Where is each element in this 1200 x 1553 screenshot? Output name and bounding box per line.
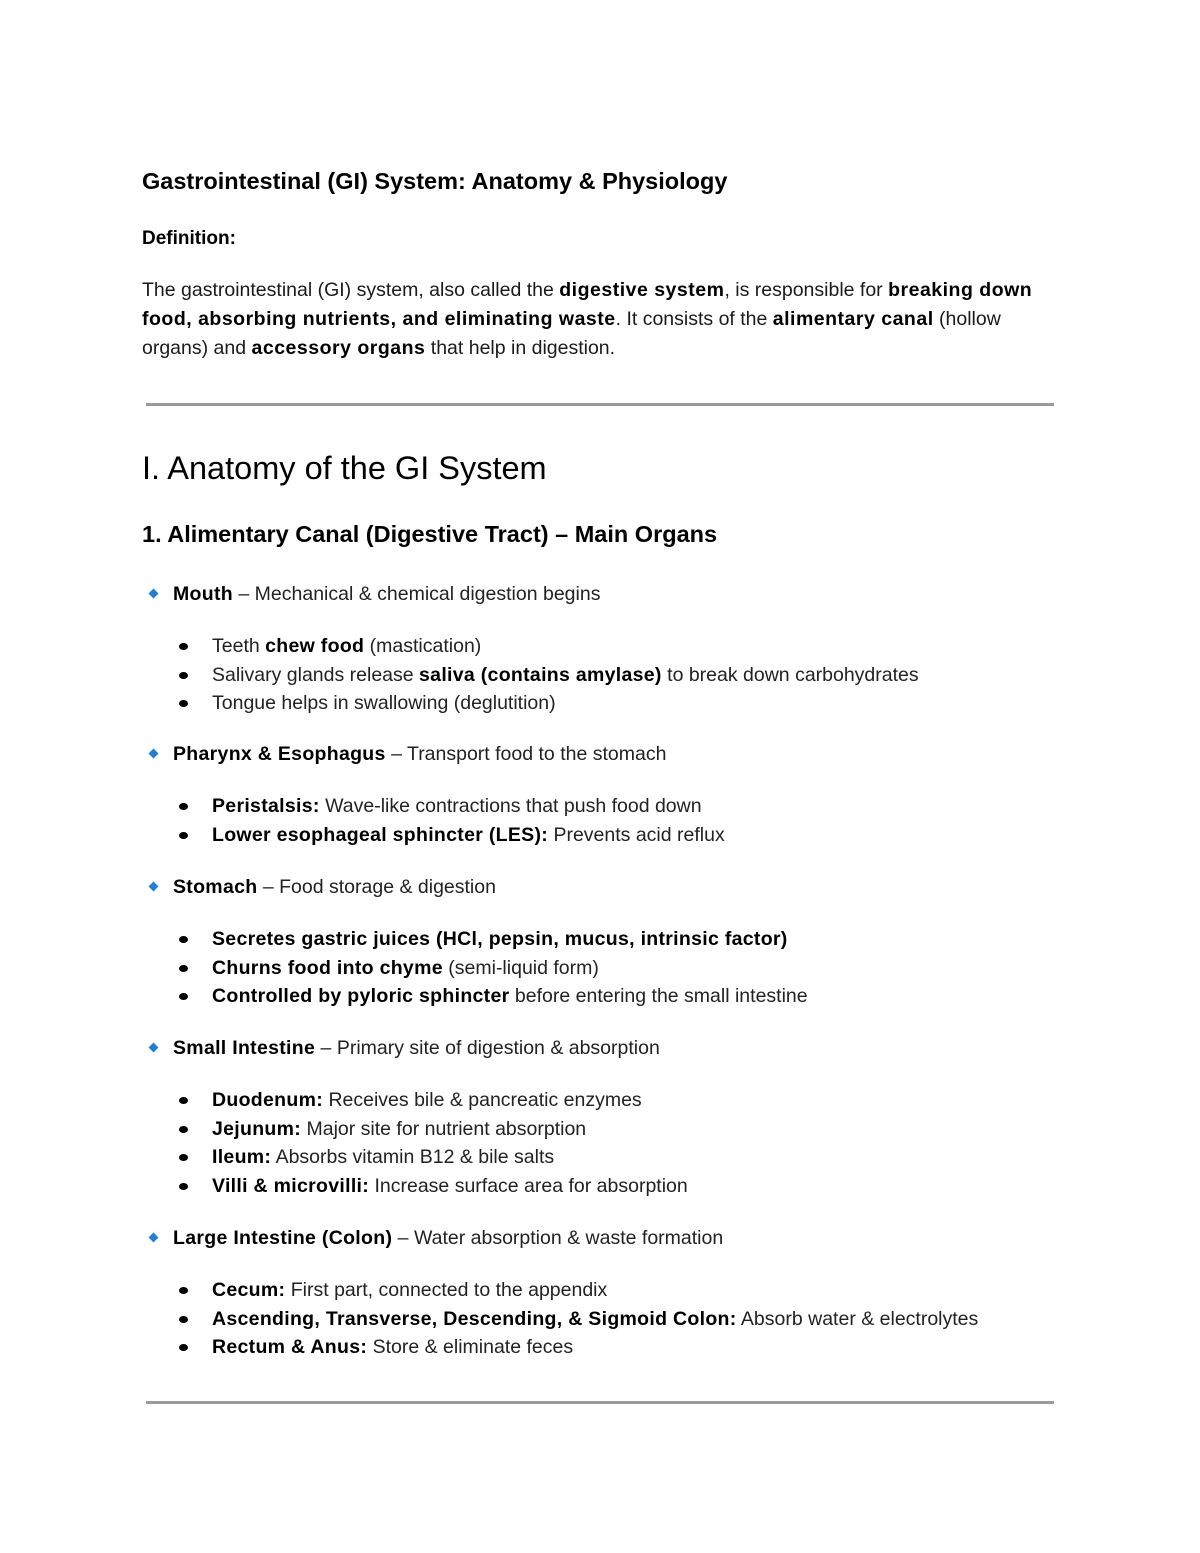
item-text: Absorb water & electrolytes — [736, 1307, 979, 1330]
definition-bold: digestive system — [559, 279, 725, 301]
list-item — [142, 925, 1102, 954]
organ-description: Primary site of digestion & absorption — [336, 1037, 660, 1059]
list-item — [142, 792, 1102, 821]
round-bullet-icon — [179, 672, 188, 679]
definition-bold: accessory organs — [251, 337, 426, 359]
organ-name: Mouth — [173, 583, 233, 605]
list-item — [142, 1305, 1102, 1334]
round-bullet-icon — [179, 803, 188, 810]
round-bullet-icon — [179, 1154, 188, 1161]
organ-name: Large Intestine (Colon) — [173, 1227, 393, 1249]
definition-bold: breaking down food, absorbing nutrients, and eliminating waste — [142, 279, 1033, 330]
item-bold-text: Churns food into chyme — [212, 956, 443, 979]
item-bold-text: Cecum: — [212, 1279, 286, 1301]
item-bold-text: Peristalsis: — [212, 795, 320, 817]
section-heading: I. Anatomy of the GI System — [142, 450, 547, 486]
item-text: First part, connected to the appendix — [285, 1279, 608, 1301]
organ-name: Stomach — [173, 876, 258, 898]
list-item-text — [212, 1086, 642, 1115]
horizontal-rule — [146, 1401, 1054, 1404]
item-bold-text: Rectum & Anus: — [212, 1336, 368, 1358]
item-text: Store & eliminate feces — [367, 1336, 574, 1358]
organ-text — [173, 1034, 660, 1062]
list-item — [142, 1333, 1102, 1362]
list-item-text — [212, 821, 725, 850]
organ-detail-list — [142, 1276, 1102, 1362]
organ-detail-list — [142, 925, 1102, 1011]
list-item — [142, 1115, 1102, 1144]
organ-separator: – — [315, 1037, 337, 1059]
organ-separator: – — [385, 743, 407, 765]
organ-separator: – — [232, 583, 255, 605]
definition-label: Definition: — [142, 228, 236, 249]
organ-section — [142, 580, 1102, 718]
item-text: Increase surface area for absorption — [369, 1174, 688, 1197]
item-text: Absorbs vitamin B12 & bile salts — [271, 1146, 555, 1168]
definition-text: The gastrointestinal (GI) system, also called the — [142, 279, 560, 301]
round-bullet-icon — [179, 832, 188, 839]
item-text: Wave-like contractions that push food down — [319, 795, 702, 817]
organ-name: Pharynx & Esophagus — [173, 743, 386, 765]
definition-text: (hollow organs) and — [142, 308, 1001, 359]
list-item-text — [212, 1276, 607, 1305]
list-item — [142, 982, 1102, 1011]
sub-heading: 1. Alimentary Canal (Digestive Tract) – Main Organs — [142, 521, 718, 547]
item-text: Major site for nutrient absorption — [301, 1117, 587, 1140]
item-bold-text: Controlled by pyloric sphincter — [212, 985, 510, 1007]
item-bold-text: Duodenum: — [212, 1089, 324, 1111]
list-item — [142, 1143, 1102, 1172]
item-bold-text: chew food — [265, 635, 365, 657]
organ-name: Small Intestine — [173, 1037, 316, 1059]
organ-text — [173, 1224, 723, 1252]
organ-section — [142, 1224, 1102, 1362]
list-item-text — [212, 1115, 586, 1144]
round-bullet-icon — [179, 1126, 188, 1133]
round-bullet-icon — [179, 643, 188, 650]
organ-line — [142, 740, 1102, 768]
organ-description: Food storage & digestion — [279, 876, 496, 898]
organ-text — [173, 580, 600, 608]
list-item — [142, 821, 1102, 850]
item-bold-text: Ascending, Transverse, Descending, & Sigmoid Colon: — [212, 1307, 737, 1330]
horizontal-rule — [146, 403, 1054, 406]
round-bullet-icon — [179, 936, 188, 943]
round-bullet-icon — [179, 1183, 188, 1190]
item-text: Receives bile & pancreatic enzymes — [323, 1089, 642, 1111]
list-item-text — [212, 1143, 554, 1172]
item-bold-text: Ileum: — [212, 1146, 272, 1168]
list-item — [142, 954, 1102, 983]
round-bullet-icon — [179, 1287, 188, 1294]
organ-detail-list — [142, 1086, 1102, 1200]
item-bold-text: Jejunum: — [212, 1117, 302, 1140]
item-bold-text: Lower esophageal sphincter (LES): — [212, 823, 549, 846]
diamond-bullet-icon — [149, 1233, 159, 1243]
list-item — [142, 1172, 1102, 1201]
list-item-text — [212, 1305, 978, 1334]
organ-line — [142, 873, 1102, 901]
round-bullet-icon — [179, 1344, 188, 1351]
list-item-text — [212, 689, 556, 718]
list-item — [142, 632, 1102, 661]
item-text: (semi-liquid form) — [442, 956, 599, 979]
organ-detail-list — [142, 632, 1102, 718]
item-text: Prevents acid reflux — [548, 823, 725, 846]
diamond-bullet-icon — [149, 589, 159, 599]
organ-section — [142, 1034, 1102, 1200]
item-text: Tongue helps in swallowing (deglutition) — [212, 692, 556, 714]
definition-text: that help in digestion. — [425, 337, 616, 359]
item-bold-text: Secretes gastric juices (HCl, pepsin, mucus, intrinsic factor) — [212, 928, 788, 950]
definition-bold: alimentary canal — [772, 308, 934, 330]
organ-description: Water absorption & waste formation — [413, 1227, 724, 1249]
definition-text: . It consists of the — [615, 308, 773, 330]
item-text: Teeth — [212, 635, 266, 657]
item-bold-text: saliva (contains amylase) — [419, 663, 662, 686]
list-item-text — [212, 925, 788, 954]
list-item-text — [212, 1333, 573, 1362]
definition-paragraph — [142, 276, 1062, 363]
list-item — [142, 689, 1102, 718]
item-text: to break down carbohydrates — [661, 663, 919, 686]
list-item — [142, 1086, 1102, 1115]
organ-description: Mechanical & chemical digestion begins — [254, 583, 601, 605]
definition-text: , is responsible for — [724, 279, 889, 301]
list-item-text — [212, 954, 599, 983]
list-item-text — [212, 1172, 688, 1201]
organ-separator: – — [392, 1227, 414, 1249]
organ-text — [173, 873, 496, 901]
round-bullet-icon — [179, 700, 188, 707]
round-bullet-icon — [179, 1316, 188, 1323]
organ-line — [142, 1224, 1102, 1252]
round-bullet-icon — [179, 993, 188, 1000]
organ-text — [173, 740, 666, 768]
organ-section — [142, 740, 1102, 849]
organ-line — [142, 1034, 1102, 1062]
diamond-bullet-icon — [149, 749, 159, 759]
item-text: Salivary glands release — [212, 663, 420, 686]
organ-description: Transport food to the stomach — [407, 743, 667, 765]
document-title: Gastrointestinal (GI) System: Anatomy & Physiology — [142, 168, 728, 194]
list-item — [142, 661, 1102, 690]
organ-section — [142, 873, 1102, 1011]
organ-separator: – — [257, 876, 280, 898]
round-bullet-icon — [179, 1097, 188, 1104]
item-bold-text: Villi & microvilli: — [212, 1174, 370, 1197]
item-text: (mastication) — [364, 635, 482, 657]
list-item — [142, 1276, 1102, 1305]
diamond-bullet-icon — [149, 1043, 159, 1053]
round-bullet-icon — [179, 965, 188, 972]
list-item-text — [212, 792, 702, 821]
diamond-bullet-icon — [149, 882, 159, 892]
organ-detail-list — [142, 792, 1102, 849]
organ-line — [142, 580, 1102, 608]
list-item-text — [212, 632, 481, 661]
list-item-text — [212, 661, 919, 690]
list-item-text — [212, 982, 808, 1011]
item-text: before entering the small intestine — [509, 985, 808, 1007]
